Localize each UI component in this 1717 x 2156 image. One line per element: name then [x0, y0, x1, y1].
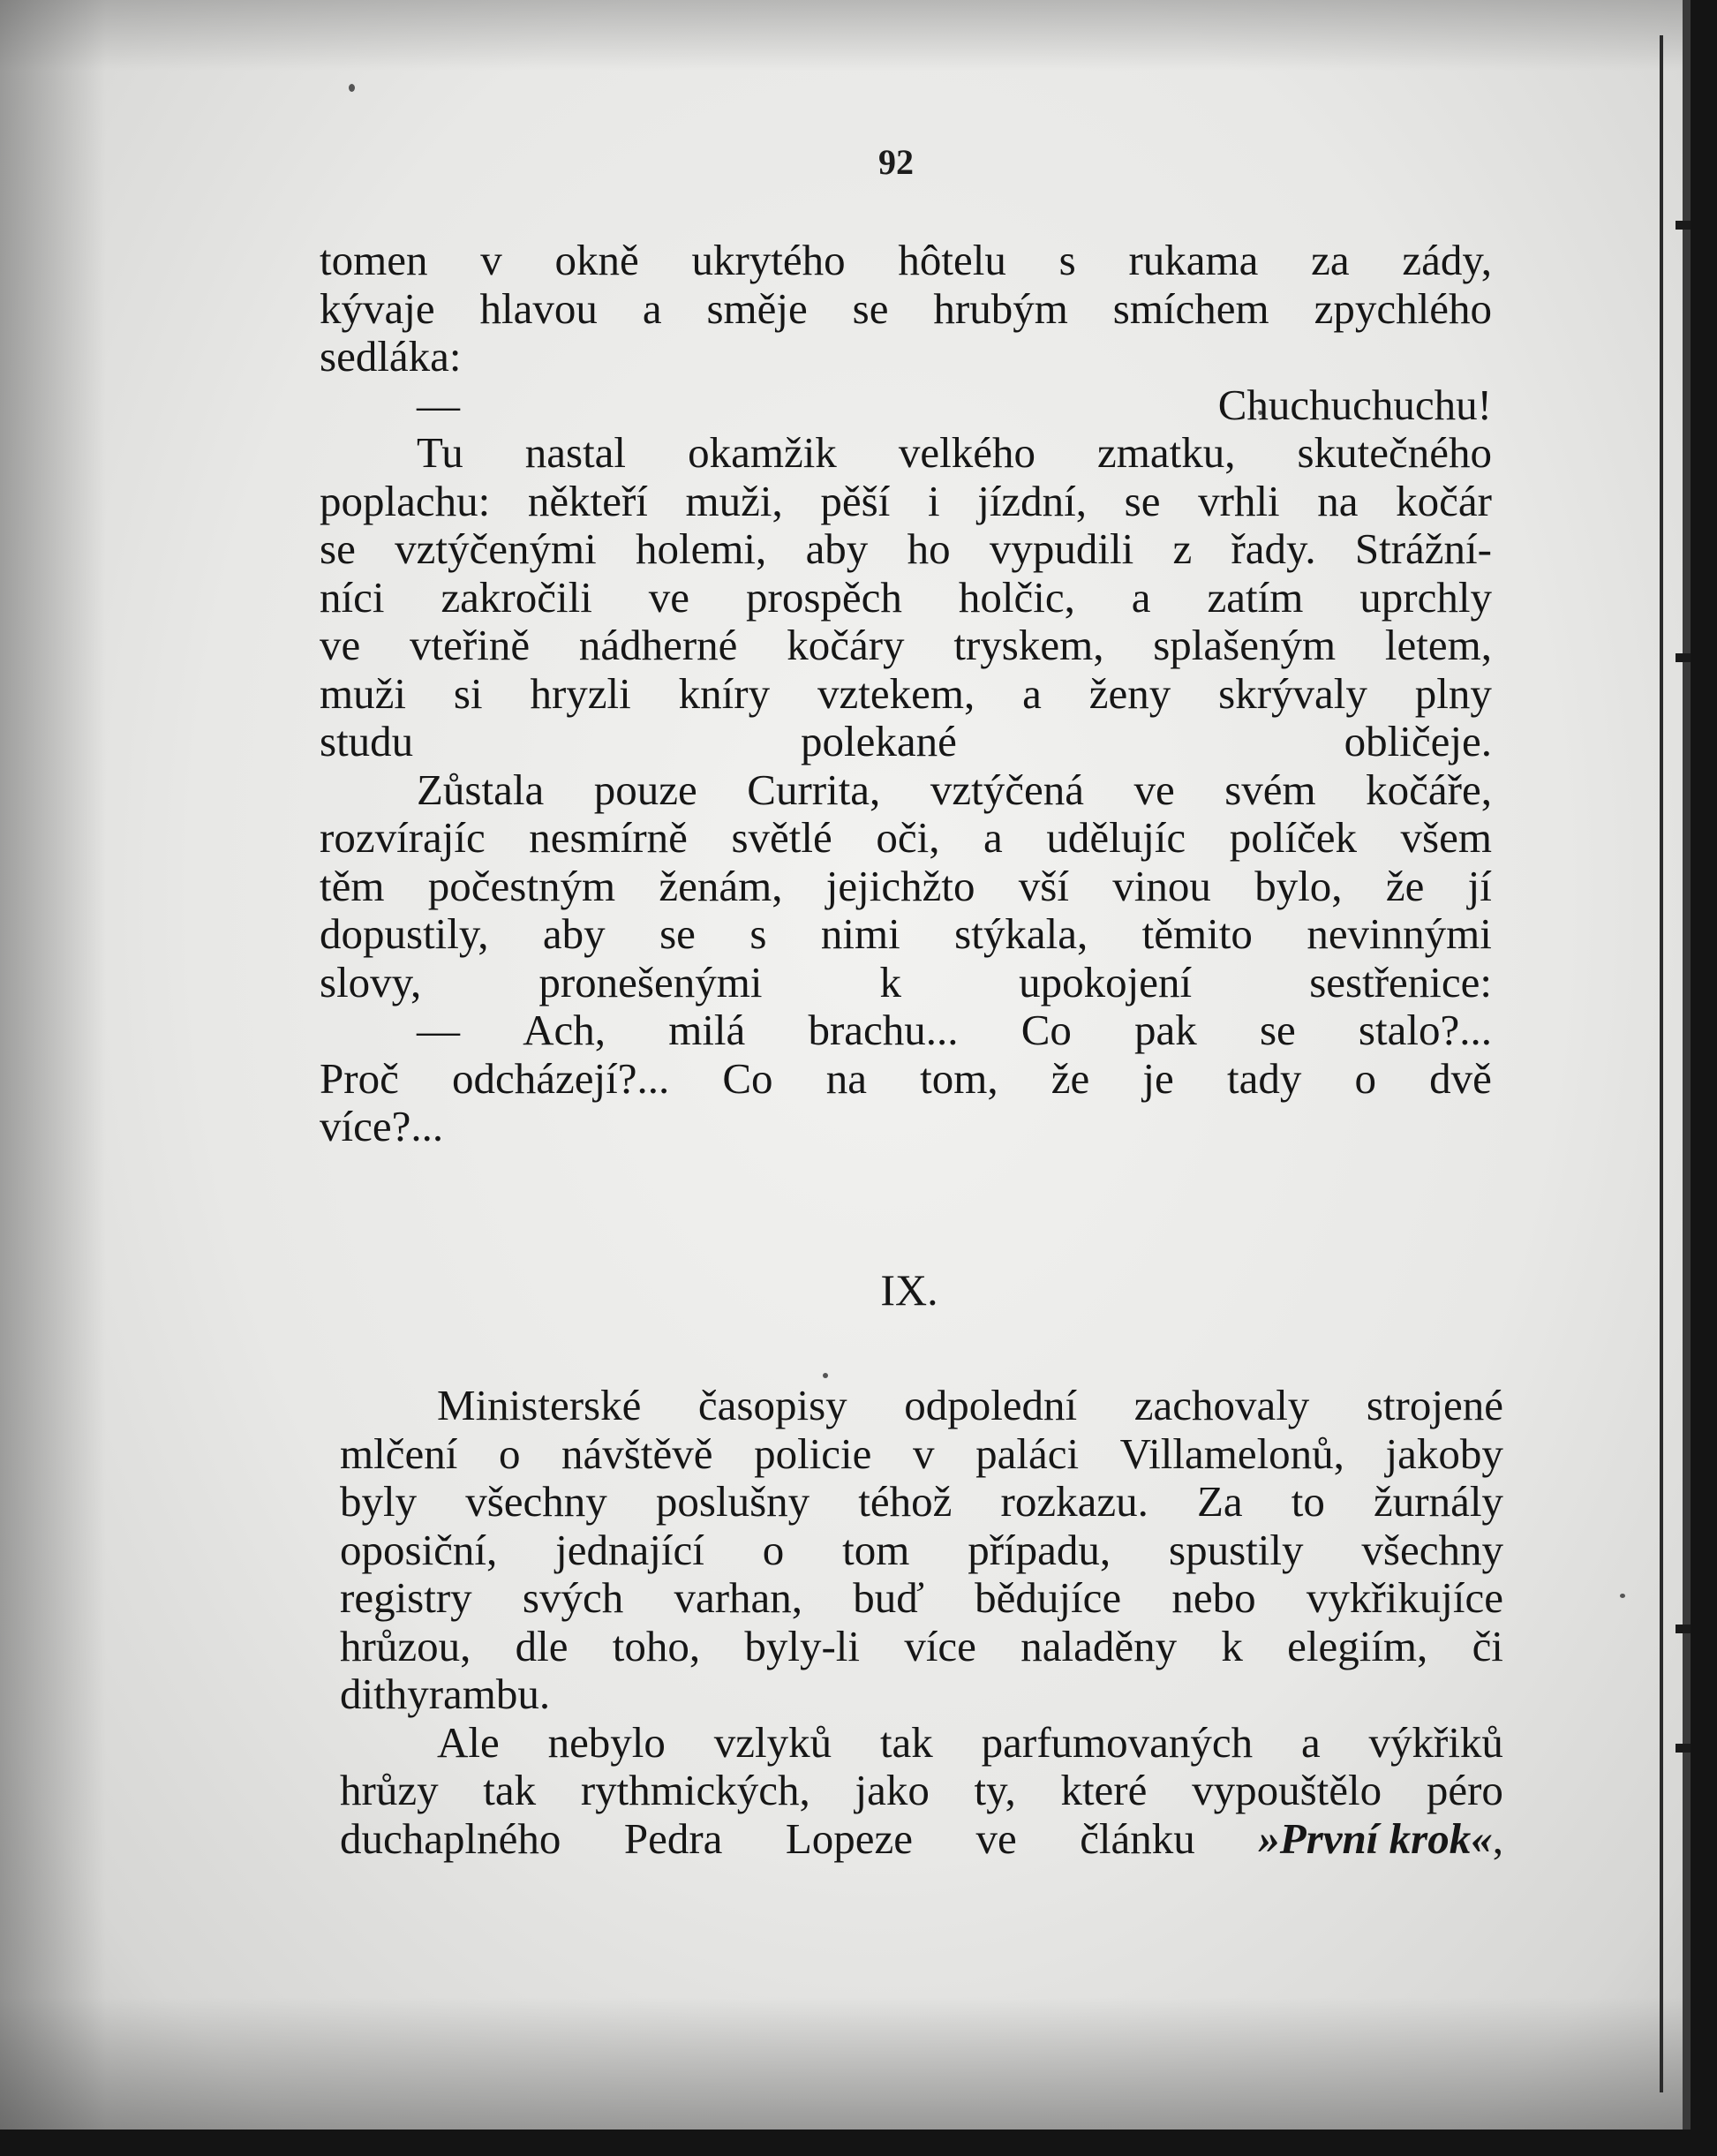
text-line: kývaje hlavou a směje se hrubým smíchem zpychlého	[320, 283, 1492, 333]
text-line: těm počestným ženám, jejichžto vší vinou bylo, že jí	[320, 861, 1492, 910]
text-line: rozvírajíc nesmírně světlé oči, a udělujíc políček všem	[320, 813, 1492, 862]
edge-mark	[1676, 1625, 1691, 1633]
text-line: — Ach, milá brachu... Co pak se stalo?...	[417, 1006, 1492, 1054]
page-edge-line	[1660, 35, 1663, 2092]
paragraph-block-2	[340, 1382, 1503, 1863]
text-line: slovy, pronešenými k upokojení sestřenice:	[320, 957, 1492, 1006]
text-line: Proč odcházejí?... Co na tom, že je tady o dvě	[320, 1053, 1492, 1103]
text-line: Ale nebylo vzlyků tak parfumovaných a výkřiků	[437, 1717, 1503, 1767]
paragraph-block-1	[320, 237, 1492, 1151]
text-line: dithyrambu.	[340, 1670, 551, 1718]
edge-mark	[1676, 1744, 1691, 1753]
page-binding-edge	[1683, 0, 1691, 2130]
page-shadow-bottom	[0, 1997, 1691, 2130]
text-line: Zůstala pouze Currita, vztýčená ve svém kočáře,	[417, 765, 1492, 814]
dust-speck	[823, 1373, 828, 1378]
edge-mark	[1676, 653, 1691, 662]
article-title-emphasis: »První krok«,	[1258, 1813, 1503, 1863]
text-line: ve vteřině nádherné kočáry tryskem, splašeným letem,	[320, 621, 1492, 669]
text-line: byly všechny poslušny téhož rozkazu. Za to žurnály	[340, 1477, 1503, 1526]
text-line: hrůzy tak rythmických, jako ty, které vypouštělo péro	[340, 1766, 1503, 1814]
text-line: hrůzou, dle toho, byly-li více naladěny k elegiím, či	[340, 1621, 1503, 1670]
text-line: studu polekané obličeje.	[320, 717, 1492, 765]
text-line: tomen v okně ukrytého hôtelu s rukama za zády,	[320, 236, 1492, 284]
chapter-heading: IX.	[880, 1265, 938, 1315]
text-line: — Chuchuchuchu!	[417, 380, 1492, 429]
dust-speck	[349, 84, 355, 92]
text-line: muži si hryzli kníry vztekem, a ženy skrývaly plny	[320, 668, 1492, 718]
text-line: Tu nastal okamžik velkého zmatku, skutečného	[417, 428, 1492, 477]
text-line: více?...	[320, 1102, 444, 1150]
text-line: Ministerské časopisy odpolední zachovaly strojené	[437, 1381, 1503, 1429]
text-line: poplachu: někteří muži, pěší i jízdní, se vrhli na kočár	[320, 476, 1492, 525]
text-line: se vztýčenými holemi, aby ho vypudili z řady. Strážní-	[320, 524, 1492, 573]
text-line: dopustily, aby se s nimi stýkala, těmito nevinnými	[320, 909, 1492, 958]
page-number: 92	[878, 142, 914, 182]
page-shadow-left	[0, 0, 106, 2130]
text-line: sedláka:	[320, 332, 462, 381]
text-line: registry svých varhan, buď bědujíce nebo vykřikujíce	[340, 1573, 1503, 1622]
text-line: mlčení o návštěvě policie v paláci Villamelonů, jakoby	[340, 1429, 1503, 1478]
page-shadow-top	[0, 0, 1691, 71]
edge-mark	[1676, 221, 1691, 230]
text-line: oposiční, jednající o tom případu, spustily všechny	[340, 1525, 1503, 1574]
text-line: níci zakročili ve prospěch holčic, a zatím uprchly	[320, 572, 1492, 622]
text-line-with-emphasis: duchaplného Pedra Lopeze ve článku »První krok«,	[340, 1813, 1503, 1863]
dust-speck	[1620, 1594, 1625, 1598]
